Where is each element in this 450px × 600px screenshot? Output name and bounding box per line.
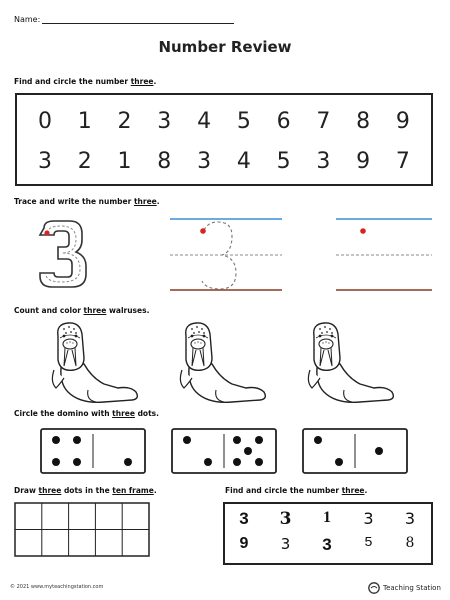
number-row-2 <box>33 149 415 174</box>
number-cell[interactable]: 2 <box>117 109 132 134</box>
domino-3[interactable] <box>302 428 408 474</box>
number-cell[interactable]: 3 <box>157 109 172 134</box>
number-cell[interactable]: 9 <box>239 535 249 552</box>
number-word: three <box>133 197 157 206</box>
mixed-number-grid <box>223 502 433 565</box>
number-word: three <box>112 409 135 418</box>
number-cell[interactable]: 4 <box>236 149 251 174</box>
tenframe-instruction: Draw three dots in the ten frame. <box>14 486 157 495</box>
number-word: three <box>83 306 107 315</box>
page-title: Number Review <box>158 38 292 56</box>
number-cell[interactable]: 5 <box>364 535 373 551</box>
number-cell[interactable]: 3 <box>239 509 249 528</box>
frame-word: ten frame <box>112 486 154 495</box>
number-cell[interactable]: 3 <box>322 535 332 554</box>
copyright-text: © 2021 www.myteachingstation.com <box>10 584 104 590</box>
trace-line-1[interactable] <box>168 214 284 292</box>
number-cell[interactable]: 7 <box>316 109 331 134</box>
number-cell[interactable]: 0 <box>38 109 52 134</box>
name-field[interactable] <box>14 14 234 24</box>
number-cell[interactable]: 5 <box>236 109 251 134</box>
number-cell[interactable]: 3 <box>316 149 331 174</box>
number-cell[interactable]: 8 <box>157 149 172 174</box>
walrus-3[interactable] <box>296 320 404 410</box>
number-cell[interactable]: 3 <box>279 509 292 529</box>
number-word: three <box>130 77 154 86</box>
find-instruction: Find and circle the number three. <box>14 77 157 86</box>
mixed-row-1 <box>233 509 421 529</box>
number-row-1 <box>33 109 415 134</box>
brand-logo <box>368 582 441 594</box>
mixed-row-2 <box>233 535 421 555</box>
number-cell[interactable]: 3 <box>280 535 291 553</box>
domino-instruction: Circle the domino with three dots. <box>14 409 159 418</box>
number-cell[interactable]: 3 <box>38 149 52 174</box>
number-cell[interactable]: 4 <box>197 109 212 134</box>
number-cell[interactable]: 3 <box>197 149 212 174</box>
start-dot <box>200 228 206 234</box>
walrus-1[interactable] <box>40 320 148 410</box>
trace-line-2[interactable] <box>334 214 434 292</box>
walrus-2[interactable] <box>168 320 276 410</box>
number-cell[interactable]: 8 <box>356 109 371 134</box>
number-cell[interactable]: 1 <box>323 509 331 526</box>
start-dot <box>44 230 49 235</box>
number-cell[interactable]: 1 <box>117 149 132 174</box>
count-instruction: Count and color three walruses. <box>14 306 150 315</box>
number-cell[interactable]: 7 <box>395 149 410 174</box>
number-cell[interactable]: 1 <box>77 109 92 134</box>
number-cell[interactable]: 3 <box>363 509 374 528</box>
brand-name: Teaching Station <box>383 584 441 592</box>
number-cell[interactable]: 8 <box>405 535 415 551</box>
number-cell[interactable]: 5 <box>276 149 291 174</box>
number-cell[interactable]: 9 <box>395 109 410 134</box>
domino-1[interactable] <box>40 428 146 474</box>
trace-instruction: Trace and write the number three. <box>14 197 160 206</box>
domino-2[interactable] <box>171 428 277 474</box>
number-cell[interactable]: 2 <box>77 149 92 174</box>
number-word: three <box>38 486 62 495</box>
start-dot <box>360 228 366 234</box>
number-grid <box>15 93 433 186</box>
find2-instruction: Find and circle the number three. <box>225 486 368 495</box>
trace-model-three <box>34 218 92 290</box>
name-line[interactable] <box>42 14 234 24</box>
number-word: three <box>341 486 365 495</box>
ten-frame[interactable] <box>14 502 150 557</box>
number-cell[interactable]: 9 <box>356 149 371 174</box>
teaching-station-logo-icon <box>368 582 380 594</box>
dashed-three <box>202 222 236 289</box>
name-label: Name: <box>14 15 41 24</box>
number-cell[interactable]: 6 <box>276 109 291 134</box>
number-cell[interactable]: 3 <box>404 509 416 528</box>
